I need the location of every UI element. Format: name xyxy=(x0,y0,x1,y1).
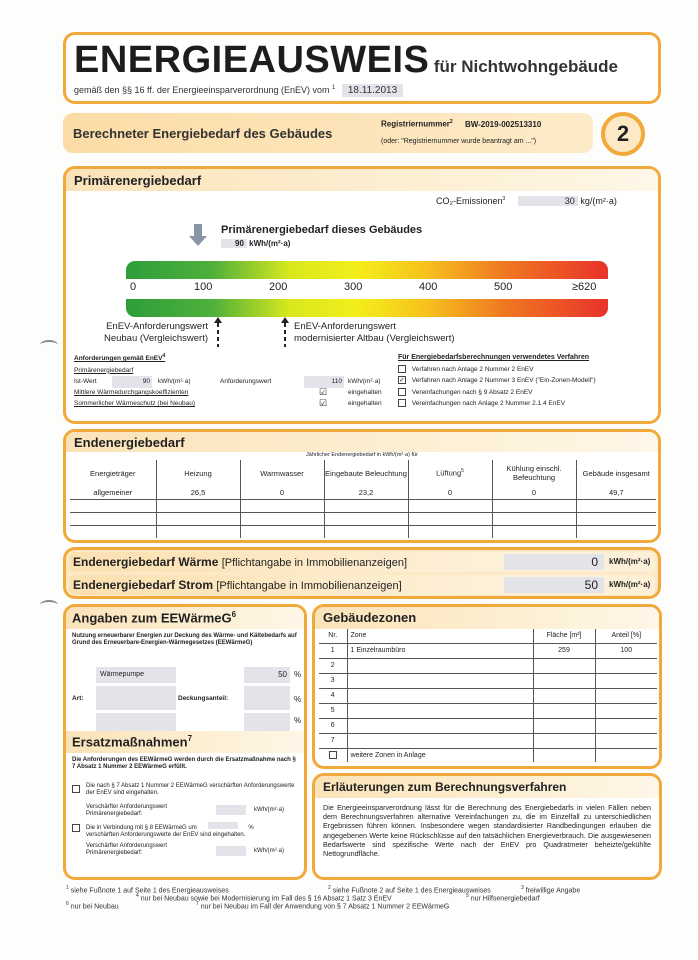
explanation-text: Die Energieeinsparverordnung lässt für die Berechnung des Energiebedarfs in vielen Fällen neben dem Berechnungsverfahren alternative Vereinfachungen zu, die im Einzelfall zu unterschiedlichen Ergebnissen führen können. Insbesondere wegen standardisierter Randbedingungen erlauben die angegebenen Werte keine Rückschlüsse auf den tatsächlichen Energieverbrauch. Die ausgewiesenen Bedarfswerte sind spezifische Werte nach der EnEV pro Quadratmeter beheizte/gekühlte Nettogrundfläche. xyxy=(323,803,651,859)
footnote-4: nur bei Neubau sowie bei Modernisierung im Fall des § 16 Absatz 1 Satz 3 EnEV xyxy=(140,895,392,903)
substitute-value-2-field[interactable] xyxy=(216,846,246,856)
column-header: Eingebaute Beleuchtung xyxy=(324,460,408,486)
footnote-1: siehe Fußnote 1 auf Seite 1 des Energieausweises xyxy=(70,887,229,895)
table-row xyxy=(319,688,657,703)
more-zones-checkbox[interactable] xyxy=(329,751,337,759)
share-field[interactable] xyxy=(244,686,290,710)
column-header: Nr. xyxy=(319,629,347,643)
share-field[interactable]: 50 xyxy=(244,667,290,683)
substitute-value-2-unit: kWh/(m²·a) xyxy=(254,848,284,854)
eewaermeg-intro: Nutzung erneuerbarer Energien zur Deckung des Wärme- und Kältebedarfs auf Grund des Erneuerbare-Energien-Wärmegesetzes (EEWärmeG) xyxy=(72,633,297,646)
method-checkbox[interactable] xyxy=(398,388,406,396)
footnote-ref: 5 xyxy=(461,468,464,475)
table-cell: 7 xyxy=(319,733,347,748)
requirement-status: eingehalten xyxy=(348,400,382,408)
substitute-value-1-unit: kWh/(m²·a) xyxy=(254,807,284,813)
table-cell: 0 xyxy=(240,486,324,499)
requirements-title: Anforderungen gemäß EnEV xyxy=(74,355,163,363)
percent-unit: % xyxy=(294,716,302,725)
substitute-value-2-label: Verschärfter Anforderungswert Primärenergiebedarf: xyxy=(86,843,168,856)
footnote-ref: 1 xyxy=(332,85,336,91)
substitute-value-1-label: Verschärfter Anforderungswert Primärenergiebedarf: xyxy=(86,804,168,817)
column-header: Anteil [%] xyxy=(611,632,642,640)
table-row xyxy=(319,643,657,658)
percent-unit: % xyxy=(294,670,302,679)
actual-value-label: Ist-Wert xyxy=(74,378,97,386)
registration-note: (oder: "Registriernummer wurde beantragt am ...") xyxy=(381,138,537,145)
section-title: Gebäudezonen xyxy=(323,610,417,625)
actual-value: 90 xyxy=(112,376,152,388)
footnote-5: nur Hilfsenergiebedarf xyxy=(470,895,540,903)
footnote-ref: 6 xyxy=(231,610,237,619)
section-title: Angaben zum EEWärmeG xyxy=(72,610,232,626)
final-energy-table xyxy=(70,460,656,538)
substitute-option-1: Die nach § 7 Absatz 1 Nummer 2 EEWärmeG verschärften Anforderungswerte der EnEV sind eingehalten. xyxy=(86,783,295,796)
substitute-percent-field[interactable] xyxy=(208,822,238,829)
section-title: Ersatzmaßnahmen xyxy=(72,734,188,750)
power-demand-row xyxy=(69,575,655,595)
table-cell: 100 xyxy=(620,647,633,654)
page-number-badge xyxy=(601,112,645,156)
footnote-7: nur bei Neubau im Fall der Anwendung von § 7 Absatz 1 Nummer 2 EEWärmeG xyxy=(200,903,450,911)
heat-demand-note: [Pflichtangabe in Immobilienanzeigen] xyxy=(221,557,407,569)
footnote-ref: 4 xyxy=(162,353,166,359)
section-title: Primärenergiebedarf xyxy=(74,173,202,188)
summary-section xyxy=(63,547,661,599)
table-header-row xyxy=(70,460,656,486)
table-row xyxy=(319,718,657,733)
column-header: Energieträger xyxy=(70,460,156,486)
section-title: Endenergiebedarf xyxy=(74,435,185,450)
co2-unit: kg/(m²·a) xyxy=(580,196,617,206)
substitute-option-2: Die in Verbindung mit § 8 EEWärmeG um xyxy=(86,825,197,831)
table-row xyxy=(70,525,656,538)
method-option xyxy=(398,398,658,410)
document-subtitle: für Nichtwohngebäude xyxy=(433,57,619,76)
table-row xyxy=(319,733,657,748)
heat-demand-value: 0 xyxy=(504,554,604,570)
table-cell: 5 xyxy=(319,703,347,718)
zones-table xyxy=(319,629,657,762)
footnote-ref: 7 xyxy=(187,734,193,743)
footnote-2: siehe Fußnote 2 auf Seite 1 des Energieausweises xyxy=(332,887,491,895)
requirement-row xyxy=(74,398,394,409)
column-header: Heizung xyxy=(156,460,240,486)
old-building-sublabel: modernisierter Altbau (Vergleichswert) xyxy=(294,333,455,344)
header-box xyxy=(63,32,661,104)
scale-tick: 200 xyxy=(269,281,288,293)
explanation-section xyxy=(312,773,662,880)
requirement-status: eingehalten xyxy=(348,389,382,397)
punch-hole xyxy=(40,340,58,350)
co2-value: 30 xyxy=(518,196,578,206)
requirement-label: Mittlere Wärmedurchgangskoeffizienten xyxy=(74,389,189,397)
table-cell: 0 xyxy=(408,486,492,499)
table-cell: 1 Einzelraumbüro xyxy=(347,643,533,658)
method-checkbox[interactable] xyxy=(398,365,406,373)
column-header: Fläche [m²] xyxy=(533,629,595,643)
table-cell: 259 xyxy=(533,643,595,658)
type-label: Art: xyxy=(72,695,84,702)
requirements-subtitle: Primärenergiebedarf xyxy=(74,366,134,374)
punch-hole xyxy=(40,600,58,610)
registration-label: Registriernummer xyxy=(381,119,450,129)
percent-unit: % xyxy=(248,825,254,831)
share-label: Deckungsanteil: xyxy=(178,695,229,702)
heat-demand-unit: kWh/(m²·a) xyxy=(609,557,651,566)
new-building-label: EnEV-Anforderungswert xyxy=(106,321,208,332)
share-field[interactable] xyxy=(244,713,290,731)
column-header: Zone xyxy=(347,629,533,643)
table-row xyxy=(70,512,656,525)
energy-scale-top xyxy=(126,261,608,279)
table-cell: 0 xyxy=(492,486,576,499)
subheader-title: Berechneter Energiebedarf des Gebäudes xyxy=(73,126,333,141)
requirement-value: 110 xyxy=(304,376,344,388)
method-option xyxy=(398,364,658,376)
section-title: Erläuterungen zum Berechnungsverfahren xyxy=(323,780,567,794)
energy-type-field[interactable] xyxy=(96,713,176,731)
scale-tick: 500 xyxy=(494,281,513,293)
energy-type-field[interactable]: Wärmepumpe xyxy=(96,667,176,683)
scale-tick: 400 xyxy=(419,281,438,293)
substitute-value-1-field[interactable] xyxy=(216,805,246,815)
new-building-sublabel: Neubau (Vergleichswert) xyxy=(103,333,208,344)
footnote-3: freiwillige Angabe xyxy=(525,887,581,895)
substitute-intro: Die Anforderungen des EEWärmeG werden durch die Ersatzmaßnahme nach § 7 Absatz 1 Nummer 2 EEWärmeG erfüllt. xyxy=(72,757,296,770)
table-row xyxy=(70,499,656,512)
building-demand-value: 90 xyxy=(221,239,247,248)
requirement-label: Sommerlicher Wärmeschutz (bei Neubau) xyxy=(74,400,196,408)
table-row xyxy=(319,673,657,688)
method-title: Für Energiebedarfsberechnungen verwendetes Verfahren xyxy=(398,354,590,361)
table-cell: allgemeiner xyxy=(70,486,156,499)
requirement-checkbox[interactable]: ☑ xyxy=(319,387,328,398)
final-energy-section xyxy=(63,429,661,543)
actual-value-unit: kWh/(m²·a) xyxy=(158,378,191,386)
method-checkbox[interactable]: ✓ xyxy=(399,377,405,385)
table-row xyxy=(319,748,657,762)
eewaermeg-section xyxy=(63,604,307,880)
method-option-label: Vereinfachungen nach § 9 Absatz 2 EnEV xyxy=(411,388,533,396)
legal-basis: gemäß den §§ 16 ff. der Energieeinsparverordnung (EnEV) vom xyxy=(74,85,330,95)
building-demand-label: Primärenergiebedarf dieses Gebäudes xyxy=(221,224,423,236)
building-value-arrow-icon xyxy=(189,224,207,246)
table-cell: 23,2 xyxy=(324,486,408,499)
footnote-ref: 3 xyxy=(502,196,506,202)
method-option xyxy=(398,387,658,399)
column-header: Kühlung einschl. Befeuchtung xyxy=(492,460,576,486)
scale-tick: 100 xyxy=(194,281,213,293)
substitute-option-2-cont: verschärften Anforderungswerte der EnEV sind eingehalten. xyxy=(86,832,246,838)
primary-energy-section xyxy=(63,166,661,424)
old-building-marker xyxy=(281,317,289,347)
page-number: 2 xyxy=(616,121,630,146)
subheader-bar xyxy=(63,113,593,153)
power-demand-value: 50 xyxy=(504,577,604,593)
substitute-option-2-checkbox[interactable] xyxy=(72,824,80,832)
energy-type-field[interactable] xyxy=(96,686,176,710)
scale-tick: 300 xyxy=(344,281,363,293)
table-row xyxy=(319,658,657,673)
footnotes: $^1$ siehe Fußnote 1 auf Seite 1 des Energieausweises $^2$ siehe Fußnote 2 auf Seite 1 des Energieausweises $^3$ freiwillige Angabe $^4$ nur bei Neubau sowie bei Modernisierung im Fall des § 16 Absatz 1 Satz 3 EnEV $^5$ nur Hilfsenergiebedarf $^6$ nur bei Neubau $^7$ nur bei Neubau im Fall der Anwendung von § 7 Absatz 1 Nummer 2 EEWärmeG xyxy=(66,885,581,911)
heat-demand-label: Endenergiebedarf Wärme xyxy=(73,555,219,569)
table-cell: 2 xyxy=(319,658,347,673)
power-demand-label: Endenergiebedarf Strom xyxy=(73,578,214,592)
requirement-value-label: Anforderungswert xyxy=(220,378,272,386)
scale-tick: ≥620 xyxy=(572,281,597,293)
building-demand-unit: kWh/(m²·a) xyxy=(249,239,291,248)
final-energy-caption: Jährlicher Endenergiebedarf in kWh/(m²·a) für xyxy=(306,452,418,458)
table-cell: 49,7 xyxy=(608,487,624,497)
power-demand-unit: kWh/(m²·a) xyxy=(609,580,651,589)
table-cell: 3 xyxy=(319,673,347,688)
table-row xyxy=(70,486,656,499)
requirement-row xyxy=(74,387,394,398)
table-cell: 6 xyxy=(319,718,347,733)
energy-scale-ticks xyxy=(126,281,608,297)
scale-tick: 0 xyxy=(130,281,137,293)
footnote-6: nur bei Neubau xyxy=(70,903,119,911)
power-demand-note: [Pflichtangabe in Immobilienanzeigen] xyxy=(216,580,402,592)
column-header: Warmwasser xyxy=(240,460,324,486)
co2-label: CO₂-Emissionen xyxy=(436,196,503,206)
method-option-label: Vereinfachungen nach Anlage 2 Nummer 2.1.4 EnEV xyxy=(411,400,566,407)
document-title: ENERGIEAUSWEIS xyxy=(74,39,430,81)
registration-number: BW-2019-002513310 xyxy=(464,119,542,129)
column-header: Gebäude insgesamt xyxy=(582,468,650,478)
table-cell: 26,5 xyxy=(156,486,240,499)
table-header-row xyxy=(319,629,657,643)
requirement-value-unit: kWh/(m²·a) xyxy=(348,378,381,386)
footnote-ref: 2 xyxy=(449,119,453,125)
new-building-marker xyxy=(214,317,222,347)
table-cell: 1 xyxy=(319,643,347,658)
table-row xyxy=(319,703,657,718)
more-zones-label: weitere Zonen in Anlage xyxy=(347,748,533,762)
heat-demand-row xyxy=(69,552,655,572)
method-option-label: Verfahren nach Anlage 2 Nummer 3 EnEV ("Ein-Zonen-Modell") xyxy=(411,377,596,384)
requirement-checkbox[interactable]: ☑ xyxy=(319,398,328,409)
old-building-label: EnEV-Anforderungswert xyxy=(294,321,396,332)
table-cell: 4 xyxy=(319,688,347,703)
percent-unit: % xyxy=(294,695,302,704)
column-header: Lüftung xyxy=(436,468,462,478)
energy-scale-bottom xyxy=(126,299,608,317)
issue-date: 18.11.2013 xyxy=(342,84,403,97)
method-option-label: Verfahren nach Anlage 2 Nummer 2 EnEV xyxy=(411,365,534,373)
substitute-header xyxy=(66,731,304,753)
substitute-option-1-checkbox[interactable] xyxy=(72,785,80,793)
method-checkbox[interactable] xyxy=(398,399,406,407)
building-zones-section xyxy=(312,604,662,769)
method-option xyxy=(398,375,658,387)
